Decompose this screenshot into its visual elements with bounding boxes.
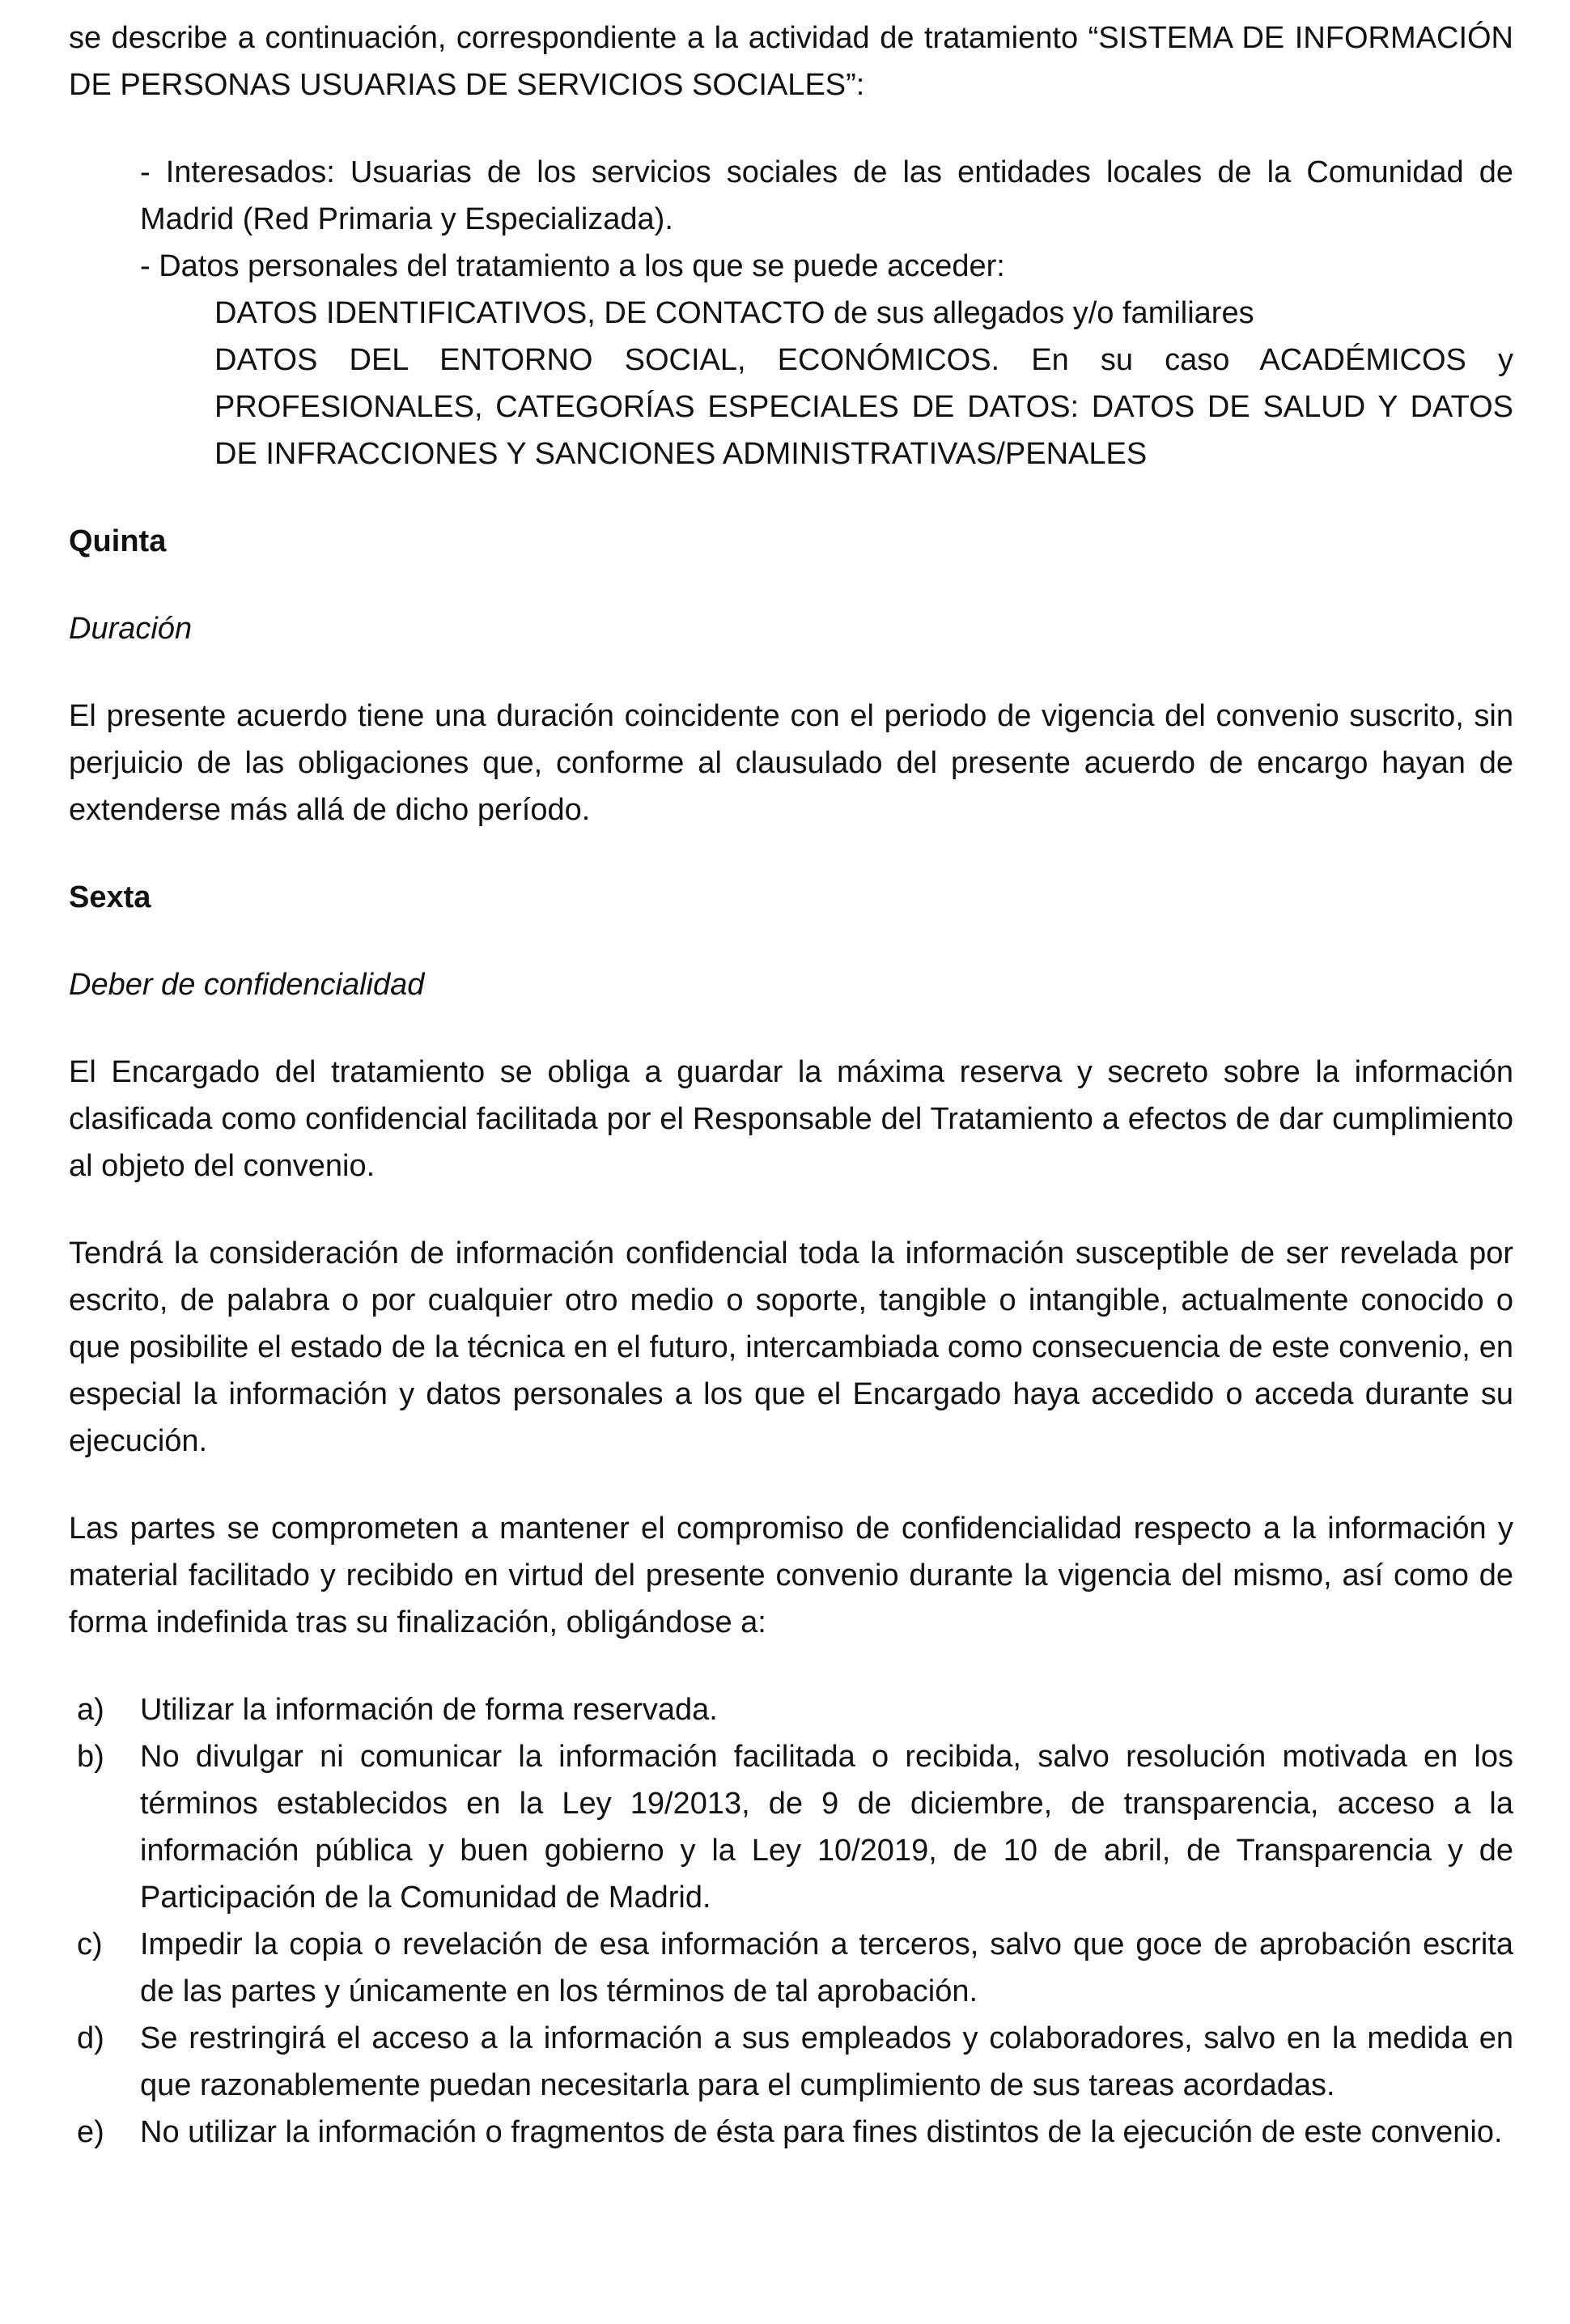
list-marker: b)	[77, 1740, 104, 1774]
list-item	[69, 1921, 1513, 2015]
list-marker: e)	[77, 2115, 104, 2149]
section-subheading-confidencialidad: Deber de confidencialidad	[69, 968, 425, 1002]
intro-paragraph: se describe a continuación, correspondiente a la actividad de tratamiento “SISTEMA DE INFORMACIÓN DE PERSONAS USUARIAS DE SERVICIOS SOCIALES”:	[69, 21, 1513, 102]
section-heading-quinta: Quinta	[69, 524, 167, 558]
obligations-list	[69, 1686, 1513, 2156]
list-marker: c)	[77, 1927, 103, 1961]
list-item-text: Utilizar la información de forma reservada.	[140, 1693, 718, 1727]
confidencialidad-paragraph-3: Las partes se comprometen a mantener el compromiso de confidencialidad respecto a la información y material facilitado y recibido en virtud del presente convenio durante la vigencia del mismo, así como de forma indefinida tras su finalización, obligándose a:	[69, 1512, 1513, 1639]
list-item-text: No divulgar ni comunicar la información facilitada o recibida, salvo resolución motivada en los términos establecidos en la Ley 19/2013, de 9 de diciembre, de transparencia, acceso a la información pública y buen gobierno y la Ley 10/2019, de 10 de abril, de Transparencia y de Participación de la Comunidad de Madrid.	[140, 1740, 1513, 1915]
list-item	[69, 1733, 1513, 1921]
duracion-paragraph: El presente acuerdo tiene una duración coincidente con el periodo de vigencia del convenio suscrito, sin perjuicio de las obligaciones que, conforme al clausulado del presente acuerdo de encargo hayan de extenderse más allá de dicho período.	[69, 699, 1513, 827]
list-item	[69, 2109, 1513, 2156]
document-page	[69, 15, 1513, 2156]
list-item	[69, 1686, 1513, 1733]
list-item-text: Impedir la copia o revelación de esa información a terceros, salvo que goce de aprobación escrita de las partes y únicamente en los términos de tal aprobación.	[140, 1927, 1513, 2008]
list-marker: d)	[77, 2021, 104, 2055]
interesados-paragraph: - Interesados: Usuarias de los servicios sociales de las entidades locales de la Comunidad de Madrid (Red Primaria y Especializada).	[140, 155, 1513, 236]
confidencialidad-paragraph-1: El Encargado del tratamiento se obliga a guardar la máxima reserva y secreto sobre la información clasificada como confidencial facilitada por el Responsable del Tratamiento a efectos de dar cumplimiento al objeto del convenio.	[69, 1055, 1513, 1183]
section-heading-sexta: Sexta	[69, 880, 151, 914]
list-item-text: Se restringirá el acceso a la información a sus empleados y colaboradores, salvo en la medida en que razonablemente puedan necesitarla para el cumplimiento de sus tareas acordadas.	[140, 2021, 1513, 2102]
list-item-text: No utilizar la información o fragmentos de ésta para fines distintos de la ejecución de este convenio.	[140, 2115, 1503, 2149]
datos-item-2: DATOS DEL ENTORNO SOCIAL, ECONÓMICOS. En su caso ACADÉMICOS y PROFESIONALES, CATEGORÍAS ESPECIALES DE DATOS: DATOS DE SALUD Y DATOS DE INFRACCIONES Y SANCIONES ADMINISTRATIVAS/PENALES	[214, 343, 1513, 471]
list-item	[69, 2015, 1513, 2109]
list-marker: a)	[77, 1693, 104, 1727]
datos-label: - Datos personales del tratamiento a los que se puede acceder:	[140, 249, 1005, 283]
confidencialidad-paragraph-2: Tendrá la consideración de información confidencial toda la información susceptible de ser revelada por escrito, de palabra o por cualquier otro medio o soporte, tangible o intangible, actualmente conocido o que posibilite el estado de la técnica en el futuro, intercambiada como consecuencia de este convenio, en especial la información y datos personales a los que el Encargado haya accedido o acceda durante su ejecución.	[69, 1236, 1513, 1458]
section-subheading-duracion: Duración	[69, 612, 193, 646]
datos-item-1: DATOS IDENTIFICATIVOS, DE CONTACTO de sus allegados y/o familiares	[214, 296, 1254, 330]
